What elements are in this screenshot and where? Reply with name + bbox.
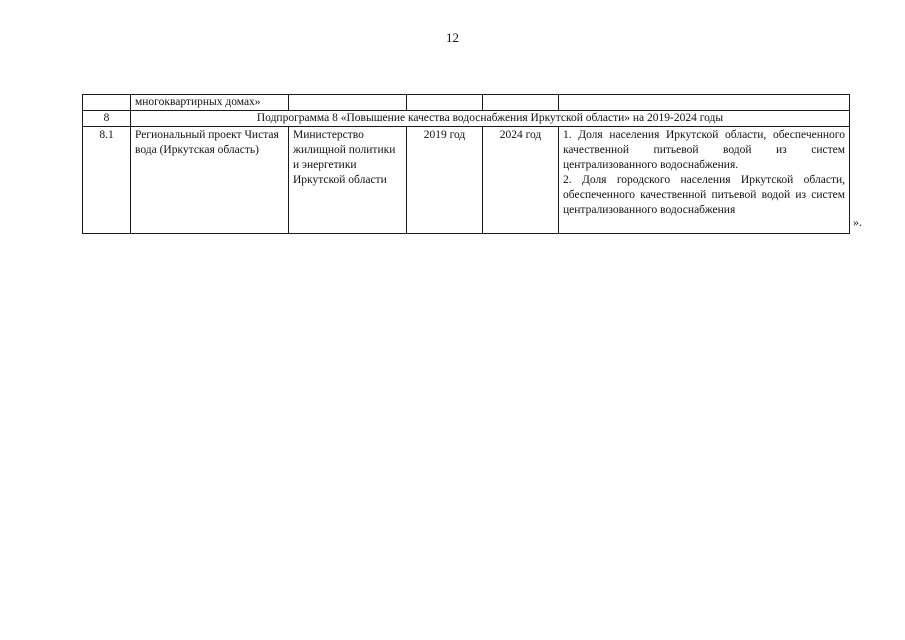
continuation-indicator-cell	[559, 95, 850, 111]
continuation-start-cell	[407, 95, 483, 111]
continuation-num-cell	[83, 95, 131, 111]
data-row	[83, 127, 850, 234]
indicators-cell	[559, 127, 850, 234]
continuation-executor-cell	[289, 95, 407, 111]
start-year: 2019 год	[407, 127, 483, 234]
section-title: Подпрограмма 8 «Повышение качества водоснабжения Иркутской области» на 2019-2024 годы	[131, 111, 850, 127]
section-num: 8	[83, 111, 131, 127]
program-table	[82, 94, 850, 234]
indicator-2: 2. Доля городского населения Иркутской области, обеспеченного качественной питьевой водой из систем централизованного водоснабжения	[563, 174, 845, 216]
executor: Министерство жилищной политики и энергетики Иркутской области	[289, 127, 407, 234]
continuation-end-cell	[483, 95, 559, 111]
page-number: 12	[446, 30, 459, 45]
end-year: 2024 год	[483, 127, 559, 234]
closing-quote: ».	[853, 215, 862, 229]
section-row	[83, 111, 850, 127]
continuation-row	[83, 95, 850, 111]
continuation-name-cell: многоквартирных домах»	[131, 95, 289, 111]
row-num: 8.1	[83, 127, 131, 234]
project-name: Региональный проект Чистая вода (Иркутская область)	[131, 127, 289, 234]
indicator-1: 1. Доля населения Иркутской области, обеспеченного качественной питьевой водой из систем централизованного водоснабжения.	[563, 129, 845, 171]
